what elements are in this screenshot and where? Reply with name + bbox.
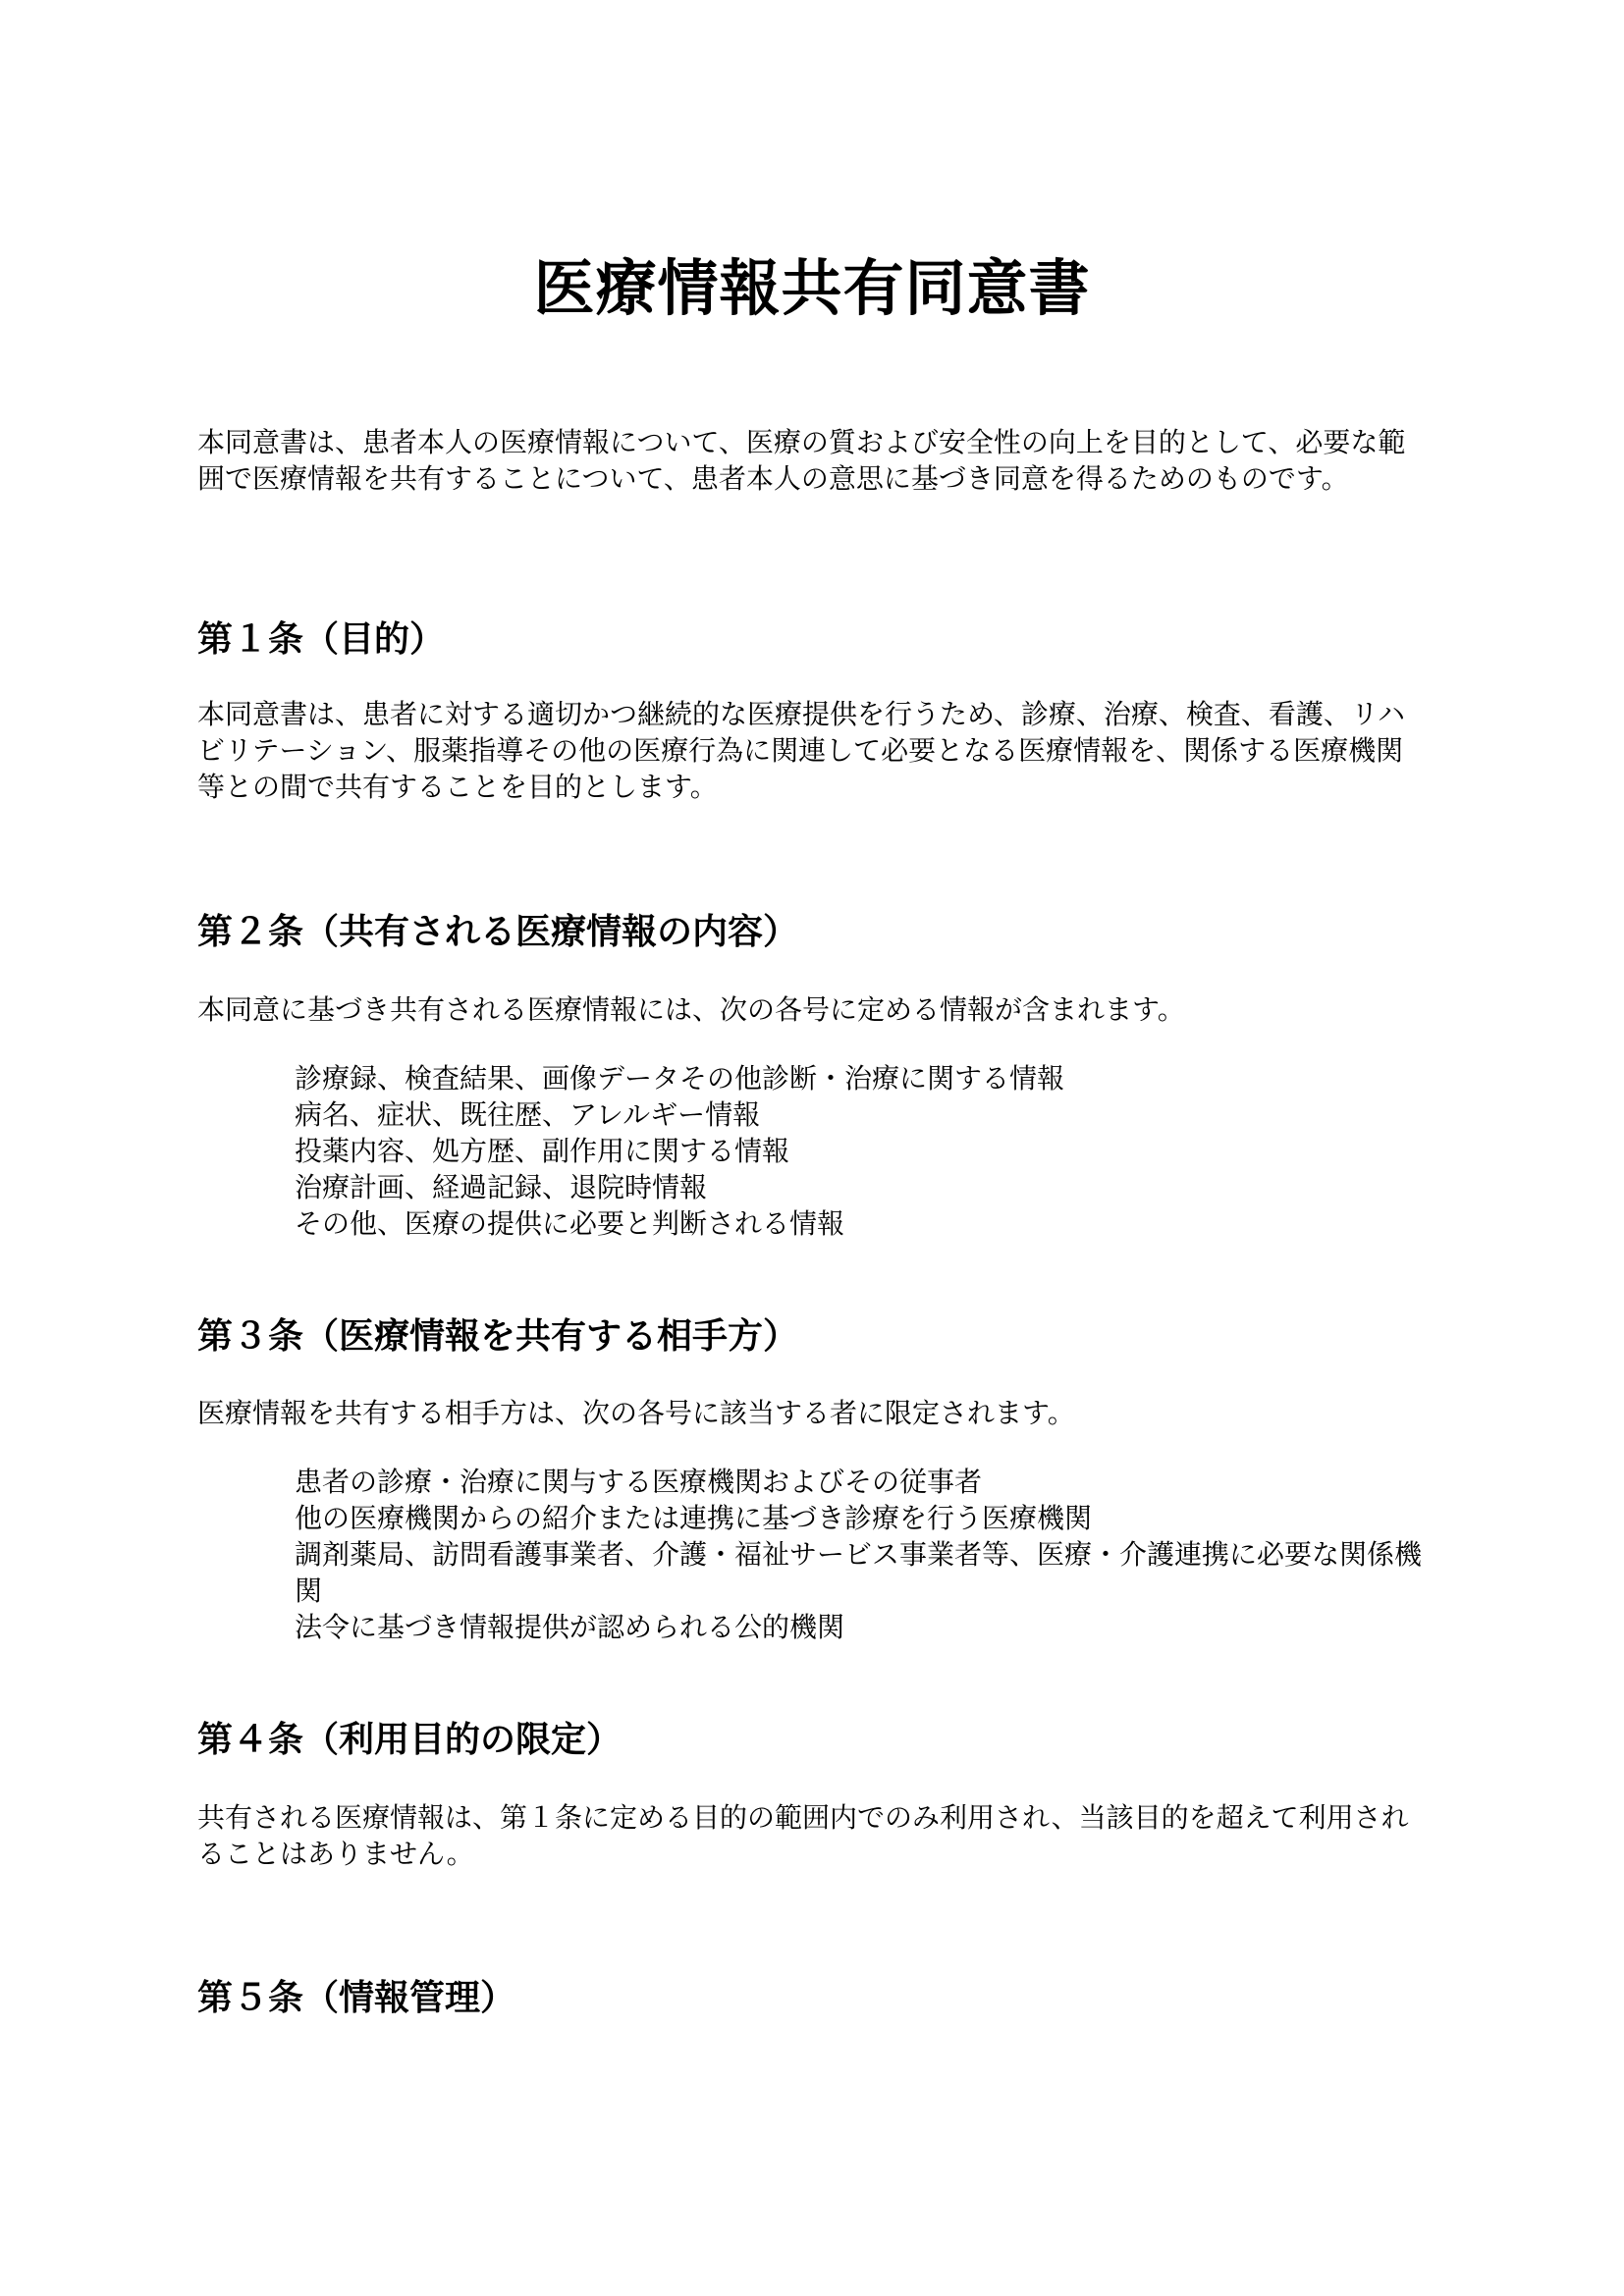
article-2-body: 本同意に基づき共有される医療情報には、次の各号に定める情報が含まれます。: [197, 993, 1185, 1026]
list-item: 病名、症状、既往歴、アレルギー情報: [295, 1098, 761, 1131]
list-item: 治療計画、経過記録、退院時情報: [295, 1171, 708, 1203]
list-item: 診療録、検査結果、画像データその他診断・治療に関する情報: [295, 1062, 1065, 1095]
article-1-heading: 第１条（目的）: [197, 619, 446, 660]
article-1-body: 本同意書は、患者に対する適切かつ継続的な医療提供を行うため、診療、治療、検査、看護、リハビリテーション、服薬指導その他の医療行為に関連して必要となる医療情報を、関係する医療機関等との間で共有することを目的とします。: [197, 698, 1406, 803]
article-3-body: 医療情報を共有する相手方は、次の各号に該当する者に限定されます。: [197, 1397, 1075, 1429]
article-4-body: 共有される医療情報は、第１条に定める目的の範囲内でのみ利用され、当該目的を超えて利用されることはありません。: [197, 1801, 1409, 1870]
list-item: 患者の診療・治療に関与する医療機関およびその従事者: [295, 1466, 983, 1498]
list-item: 調剤薬局、訪問看護事業者、介護・福祉サービス事業者等、医療・介護連携に必要な関係機関: [295, 1538, 1423, 1607]
article-3-heading: 第３条（医療情報を共有する相手方）: [197, 1316, 799, 1357]
article-3-item-list: [295, 1464, 1424, 1645]
list-item: 投薬内容、処方歴、副作用に関する情報: [295, 1135, 790, 1167]
list-item: その他、医療の提供に必要と判断される情報: [295, 1207, 845, 1240]
article-4-heading: 第４条（利用目的の限定）: [197, 1720, 623, 1760]
article-2-heading: 第２条（共有される医療情報の内容）: [197, 912, 799, 952]
list-item: 法令に基づき情報提供が認められる公的機関: [295, 1611, 845, 1643]
article-5-heading: 第５条（情報管理）: [197, 1978, 516, 2018]
intro-paragraph: 本同意書は、患者本人の医療情報について、医療の質および安全性の向上を目的として、必要な範囲で医療情報を共有することについて、患者本人の意思に基づき同意を得るためのものです。: [197, 426, 1406, 495]
article-2-item-list: [295, 1060, 1424, 1242]
document-title: 医療情報共有同意書: [533, 252, 1091, 324]
list-item: 他の医療機関からの紹介または連携に基づき診療を行う医療機関: [295, 1502, 1093, 1534]
